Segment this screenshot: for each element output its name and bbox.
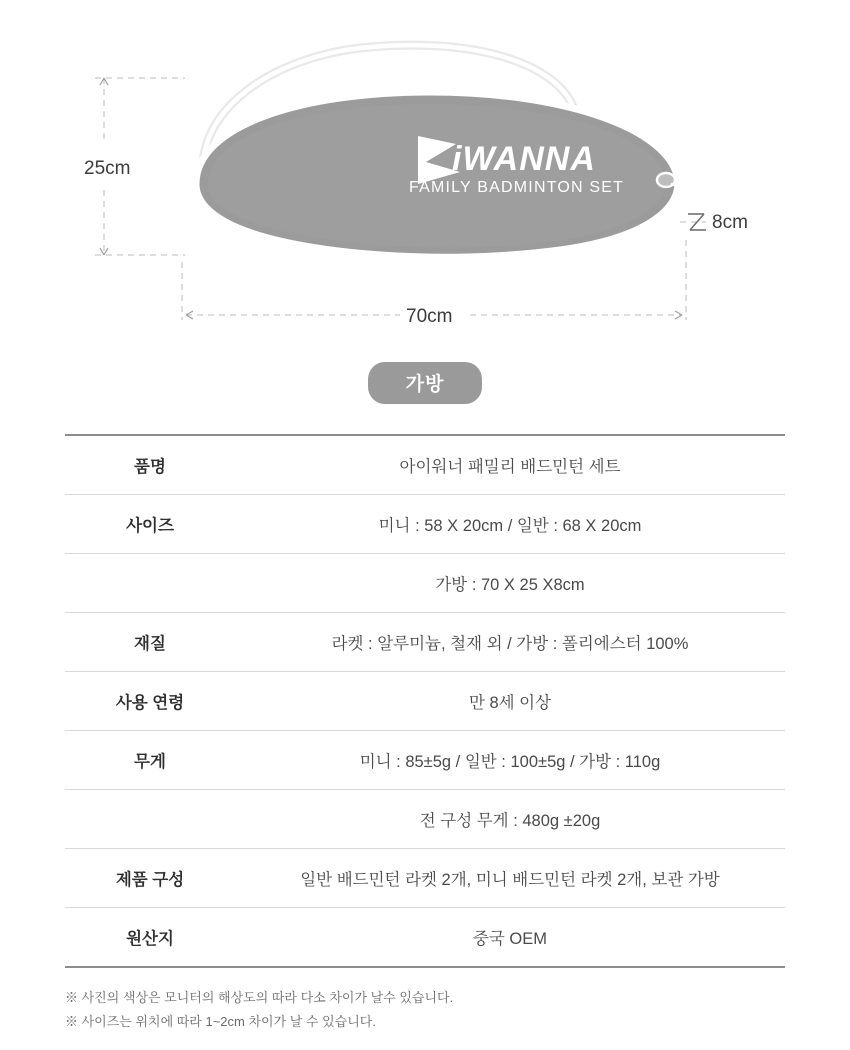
width-dimension-label: 70cm <box>406 306 453 327</box>
spec-row-header <box>65 790 235 849</box>
table-row <box>65 849 785 908</box>
spec-row-value: 아이워너 패밀리 배드민턴 세트 <box>399 458 621 476</box>
spec-row-header: 무게 <box>134 753 166 771</box>
spec-row-value: 만 8세 이상 <box>468 694 552 712</box>
footnote-size: ※ 사이즈는 위치에 따라 1~2cm 차이가 날 수 있습니다. <box>65 1014 376 1030</box>
spec-row-header: 품명 <box>134 458 166 476</box>
spec-row-header: 사이즈 <box>126 517 174 535</box>
svg-text:iWANNA: iWANNA <box>452 140 596 178</box>
footnotes <box>65 986 785 1034</box>
depth-dimension-label: 8cm <box>712 212 748 233</box>
section-badge-container <box>0 362 850 404</box>
specification-table <box>65 434 785 968</box>
spec-row-value: 일반 배드민턴 라켓 2개, 미니 배드민턴 라켓 2개, 보관 가방 <box>300 871 720 889</box>
specification-table-container <box>65 434 785 968</box>
spec-row-value: 중국 OEM <box>472 930 548 948</box>
bag-section-badge: 가방 <box>368 362 483 404</box>
table-row <box>65 731 785 790</box>
height-dimension-label: 25cm <box>84 158 131 179</box>
spec-row-value: 미니 : 58 X 20cm / 일반 : 68 X 20cm <box>378 517 642 535</box>
spec-row-header: 제품 구성 <box>115 871 185 889</box>
table-row <box>65 495 785 554</box>
table-row <box>65 790 785 849</box>
spec-row-value: 미니 : 85±5g / 일반 : 100±5g / 가방 : 110g <box>359 753 661 771</box>
svg-text:FAMILY BADMINTON SET: FAMILY BADMINTON SET <box>409 179 625 196</box>
table-row <box>65 613 785 672</box>
footnote-color: ※ 사진의 색상은 모니터의 해상도의 따라 다소 차이가 날수 있습니다. <box>65 990 454 1005</box>
spec-row-value: 라켓 : 알루미늄, 철재 외 / 가방 : 폴리에스터 100% <box>331 635 689 653</box>
table-row <box>65 908 785 968</box>
table-row <box>65 672 785 731</box>
table-row <box>65 435 785 495</box>
product-dimension-diagram <box>0 0 850 350</box>
spec-row-value: 전 구성 무게 : 480g ±20g <box>419 812 601 830</box>
spec-row-header: 원산지 <box>126 930 174 948</box>
table-row <box>65 554 785 613</box>
spec-row-header: 재질 <box>134 635 166 653</box>
spec-row-header: 사용 연령 <box>115 694 185 712</box>
spec-row-header <box>65 554 235 613</box>
spec-row-value: 가방 : 70 X 25 X8cm <box>435 576 585 594</box>
